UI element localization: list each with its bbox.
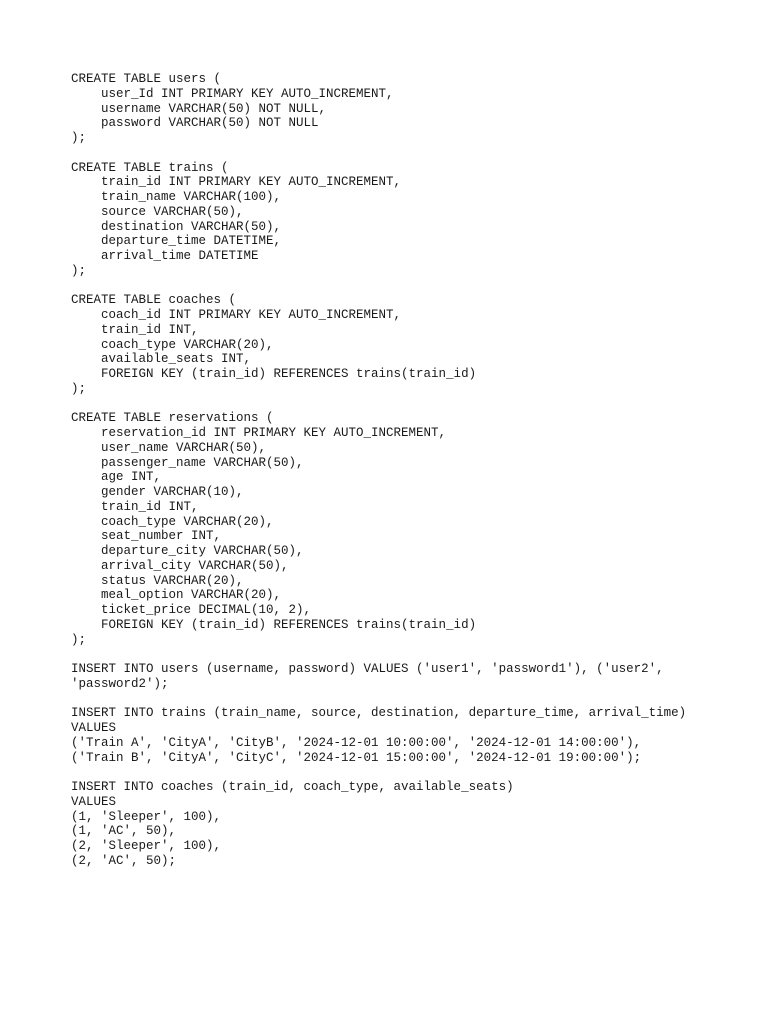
- code-line: password VARCHAR(50) NOT NULL: [71, 116, 319, 131]
- code-line: );: [71, 263, 87, 278]
- code-line: (1, 'Sleeper', 100),: [71, 809, 222, 824]
- code-line: CREATE TABLE users (: [71, 72, 222, 86]
- code-line: status VARCHAR(20),: [71, 573, 244, 588]
- code-line: INSERT INTO users (username, password) VALUES ('user1', 'password1'), ('user2',: [71, 662, 664, 676]
- code-line: FOREIGN KEY (train_id) REFERENCES trains(train_id): [71, 617, 477, 632]
- code-line: departure_city VARCHAR(50),: [71, 544, 304, 558]
- code-line: train_id INT PRIMARY KEY AUTO_INCREMENT,: [71, 175, 402, 190]
- code-line: train_id INT,: [71, 322, 199, 337]
- create-table-reservations: [71, 411, 768, 647]
- code-line: destination VARCHAR(50),: [71, 219, 282, 234]
- code-line: INSERT INTO coaches (train_id, coach_type, available_seats): [71, 780, 514, 794]
- code-line: (1, 'AC', 50),: [71, 824, 177, 839]
- code-line: departure_time DATETIME,: [71, 234, 282, 249]
- code-line: user_name VARCHAR(50),: [71, 440, 267, 455]
- insert-into-trains: [71, 706, 768, 765]
- code-line: arrival_city VARCHAR(50),: [71, 558, 289, 573]
- code-line: train_name VARCHAR(100),: [71, 190, 282, 204]
- create-table-coaches: [71, 293, 768, 396]
- sql-document: [71, 72, 768, 883]
- code-line: seat_number INT,: [71, 529, 222, 544]
- code-line: VALUES: [71, 721, 117, 735]
- code-line: CREATE TABLE trains (: [71, 160, 229, 175]
- code-line: age INT,: [71, 470, 162, 485]
- code-line: (2, 'Sleeper', 100),: [71, 839, 222, 853]
- code-line: user_Id INT PRIMARY KEY AUTO_INCREMENT,: [71, 86, 394, 101]
- code-line: INSERT INTO trains (train_name, source, destination, departure_time, arrival_time): [71, 706, 687, 721]
- code-line: arrival_time DATETIME: [71, 249, 259, 263]
- code-line: CREATE TABLE reservations (: [71, 411, 274, 426]
- code-line: FOREIGN KEY (train_id) REFERENCES trains(train_id): [71, 367, 477, 381]
- code-line: (2, 'AC', 50);: [71, 853, 177, 868]
- code-line: passenger_name VARCHAR(50),: [71, 455, 304, 470]
- code-line: reservation_id INT PRIMARY KEY AUTO_INCREMENT,: [71, 426, 447, 440]
- insert-into-users: [71, 662, 768, 692]
- code-line: coach_type VARCHAR(20),: [71, 337, 274, 352]
- create-table-users: [71, 72, 768, 146]
- code-line: ticket_price DECIMAL(10, 2),: [71, 603, 312, 617]
- code-line: train_id INT,: [71, 499, 199, 514]
- code-line: ('Train B', 'CityA', 'CityC', '2024-12-01 15:00:00', '2024-12-01 19:00:00');: [71, 750, 642, 765]
- code-line: );: [71, 131, 87, 145]
- code-line: username VARCHAR(50) NOT NULL,: [71, 101, 327, 116]
- insert-into-coaches: [71, 780, 768, 869]
- code-line: CREATE TABLE coaches (: [71, 293, 237, 308]
- code-line: coach_type VARCHAR(20),: [71, 514, 274, 529]
- code-line: gender VARCHAR(10),: [71, 485, 244, 499]
- code-line: );: [71, 381, 87, 396]
- code-line: coach_id INT PRIMARY KEY AUTO_INCREMENT,: [71, 308, 402, 322]
- code-line: 'password2');: [71, 676, 169, 691]
- code-line: meal_option VARCHAR(20),: [71, 588, 282, 603]
- code-line: ('Train A', 'CityA', 'CityB', '2024-12-01 10:00:00', '2024-12-01 14:00:00'),: [71, 735, 642, 750]
- create-table-trains: [71, 161, 768, 279]
- code-line: );: [71, 632, 87, 647]
- code-line: available_seats INT,: [71, 352, 252, 367]
- code-line: VALUES: [71, 794, 117, 809]
- code-line: source VARCHAR(50),: [71, 204, 244, 219]
